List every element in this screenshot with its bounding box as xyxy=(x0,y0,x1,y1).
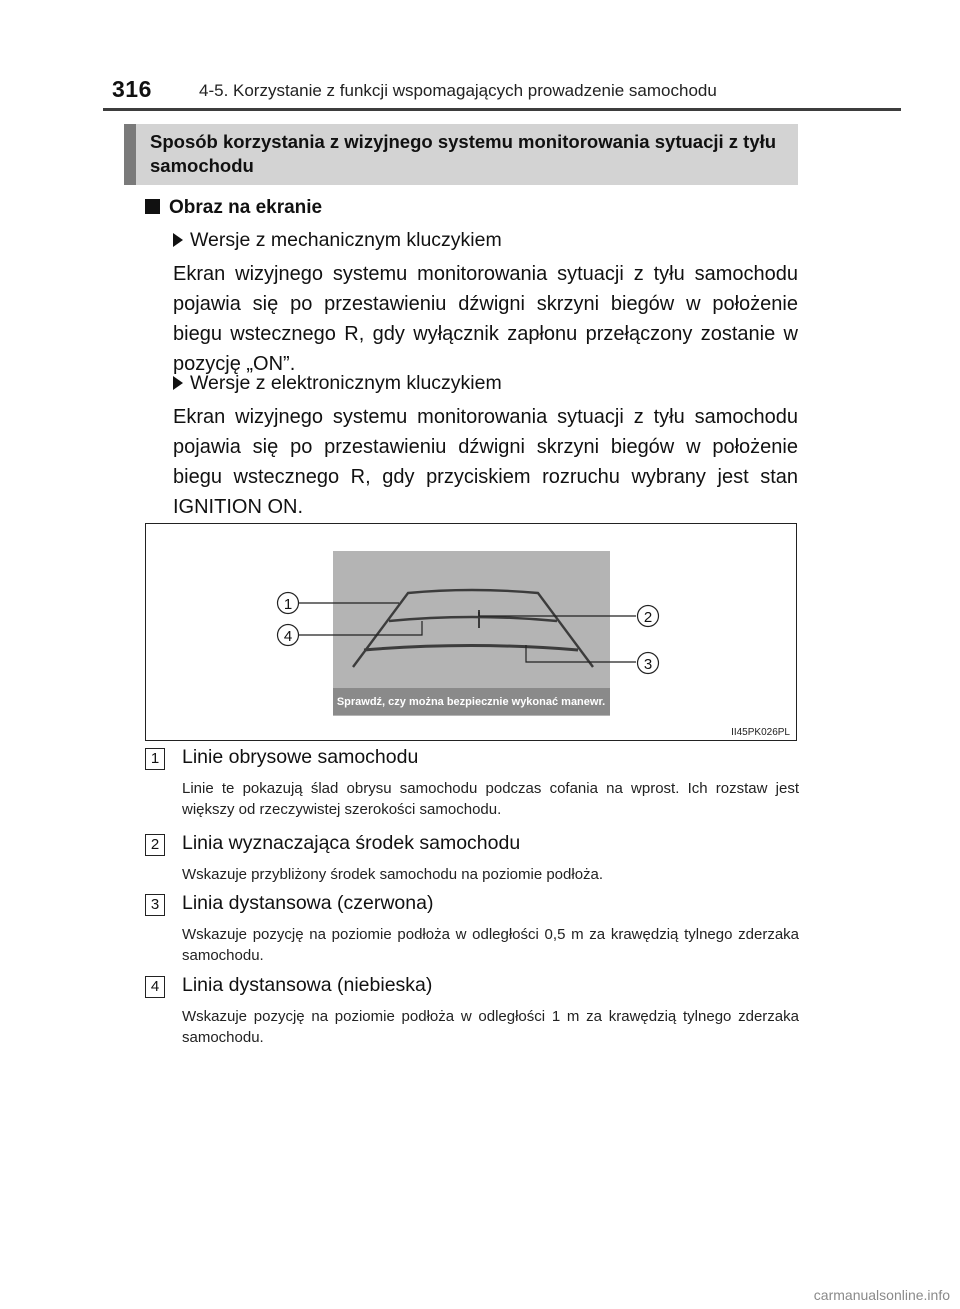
variant-electronic-label: Wersje z elektronicznym kluczykiem xyxy=(190,372,502,394)
image-code: II45PK026PL xyxy=(731,727,790,738)
legend-number: 1 xyxy=(145,748,165,770)
section-title: Sposób korzystania z wizyjnego systemu monitorowania sytuacji z tyłu samochodu xyxy=(150,131,777,176)
legend-title: Linia dystansowa (niebieska) xyxy=(182,974,433,996)
header-rule xyxy=(103,108,901,111)
variant-electronic-text: Ekran wizyjnego systemu monitorowania sytuacji z tyłu samochodu pojawia się po przestawieniu dźwigni skrzyni biegów w położenie biegu wstecznego R, gdy przyciskiem rozruchu wybrany jest stan IGNITION ON. xyxy=(173,406,798,518)
variant-mechanical-text: Ekran wizyjnego systemu monitorowania sytuacji z tyłu samochodu pojawia się po przestawieniu dźwigni skrzyni biegów w położenie biegu wstecznego R, gdy wyłącznik zapłonu przełączony zostanie w pozycję „ON”. xyxy=(173,263,798,375)
legend-title: Linia dystansowa (czerwona) xyxy=(182,892,434,914)
legend-number: 4 xyxy=(145,976,165,998)
callout-1-label: 1 xyxy=(283,596,293,613)
chapter-title: 4-5. Korzystanie z funkcji wspomagających prowadzenie samochodu xyxy=(199,81,717,100)
legend-title: Linie obrysowe samochodu xyxy=(182,746,419,768)
callout-2-label: 2 xyxy=(643,609,653,626)
legend-number: 2 xyxy=(145,834,165,856)
subheading xyxy=(145,197,322,219)
square-bullet-icon xyxy=(145,199,160,214)
legend-description: Linie te pokazują ślad obrysu samochodu podczas cofania na wprost. Ich rozstaw jest większy od rzeczywistej szerokości samochodu. xyxy=(182,780,799,818)
variant-mechanical-label: Wersje z mechanicznym kluczykiem xyxy=(190,229,502,251)
callout-3-label: 3 xyxy=(643,656,653,673)
watermark: carmanualsonline.info xyxy=(813,1287,950,1303)
rear-camera-figure xyxy=(145,523,797,741)
triangle-bullet-icon xyxy=(173,376,183,390)
legend-title: Linia wyznaczająca środek samochodu xyxy=(182,832,521,854)
rear-camera-illustration xyxy=(146,524,798,742)
section-heading-box xyxy=(124,124,798,185)
legend-description: Wskazuje przybliżony środek samochodu na poziomie podłoża. xyxy=(182,866,604,883)
legend-number: 3 xyxy=(145,894,165,916)
variant-mechanical-key xyxy=(173,229,502,252)
variant-electronic-key xyxy=(173,372,502,395)
legend-description: Wskazuje pozycję na poziomie podłoża w odległości 1 m za krawędzią tylnego zderzaka samochodu. xyxy=(182,1008,799,1046)
triangle-bullet-icon xyxy=(173,233,183,247)
legend-description: Wskazuje pozycję na poziomie podłoża w odległości 0,5 m za krawędzią tylnego zderzaka samochodu. xyxy=(182,926,799,964)
subheading-text: Obraz na ekranie xyxy=(169,197,323,218)
page-number: 316 xyxy=(112,76,152,102)
screen-message: Sprawdź, czy można bezpiecznie wykonać manewr. xyxy=(336,696,606,708)
callout-4-label: 4 xyxy=(283,628,293,645)
page-header xyxy=(0,0,960,112)
